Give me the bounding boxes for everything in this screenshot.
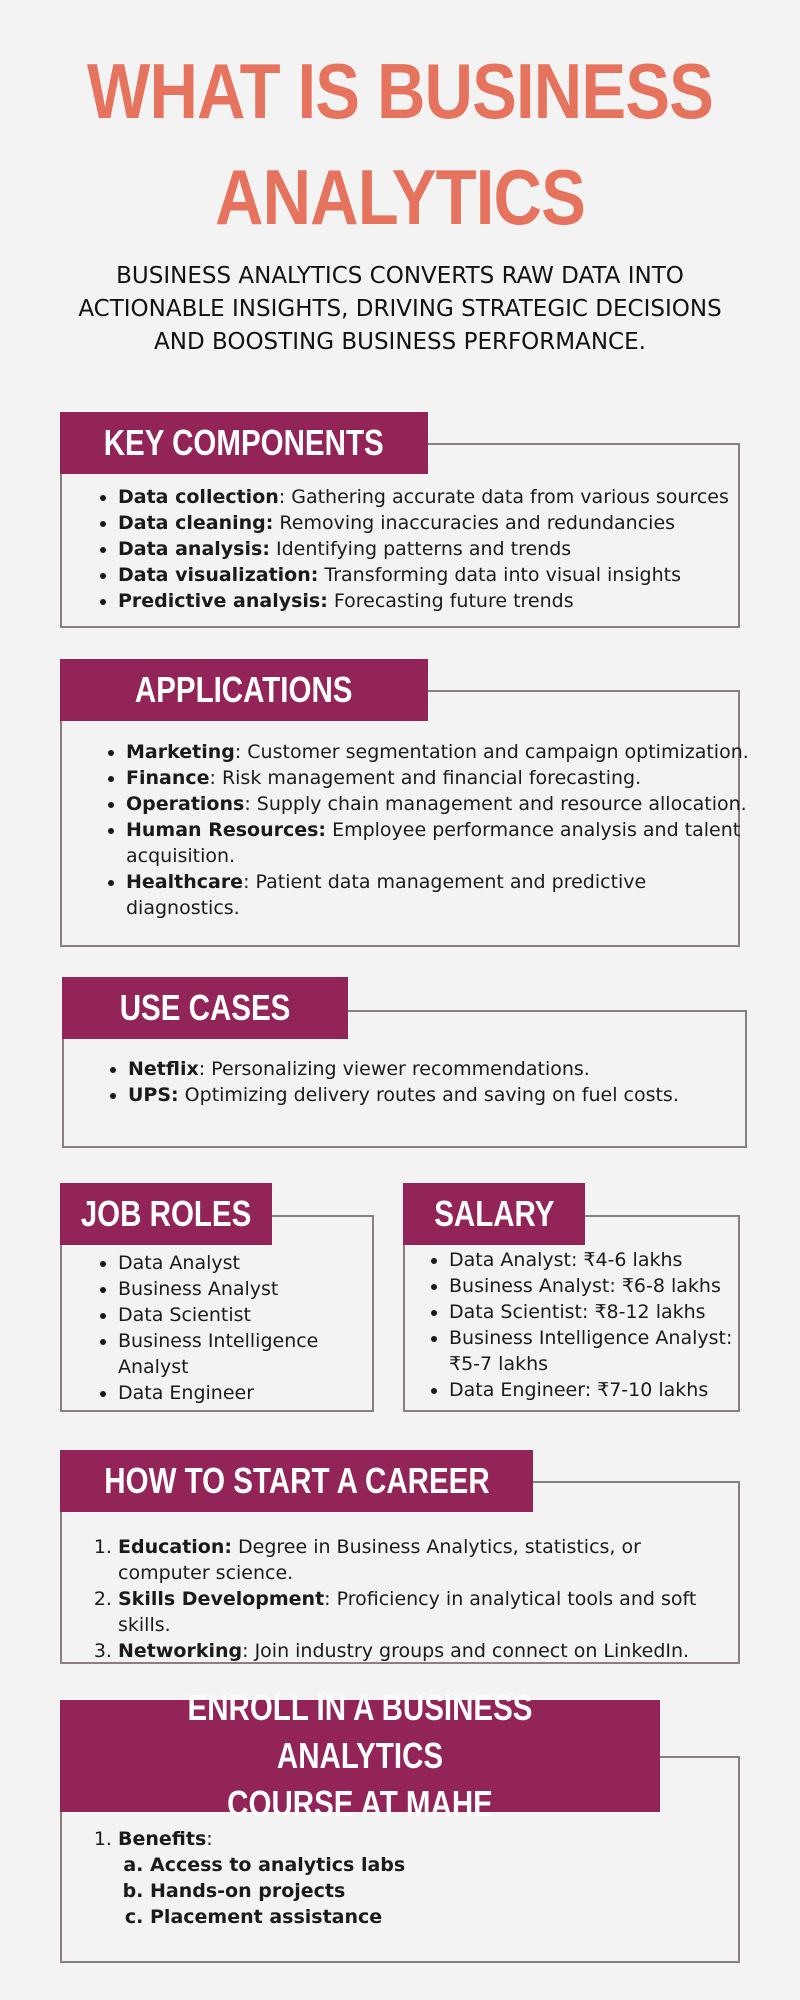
list-item: • Data Scientist [118,1302,378,1328]
list-item: • Data Engineer: ₹7-10 lakhs [449,1377,749,1403]
list-item: • Data collection: Gathering accurate data from various sources [118,484,758,510]
list-item: • Healthcare: Patient data management and predictive diagnostics. [126,869,752,921]
applications-list [104,739,752,921]
list-item: • Operations: Supply chain management and resource allocation. [126,791,752,817]
list-item: • Business Analyst [118,1276,378,1302]
list-item: • Human Resources: Employee performance analysis and talent acquisition. [126,817,752,869]
list-item: 2. Skills Development: Proficiency in analytical tools and soft skills. [118,1586,738,1638]
list-item: • Predictive analysis: Forecasting future trends [118,588,758,614]
salary-list [427,1247,749,1403]
use-cases-list [106,1056,748,1108]
list-item: • Data Analyst [118,1250,378,1276]
career-list [96,1534,738,1664]
list-item: • Netflix: Personalizing viewer recommendations. [128,1056,748,1082]
enroll-list [96,1826,738,1930]
list-item: • Data Scientist: ₹8-12 lakhs [449,1299,749,1325]
list-item: • Data Analyst: ₹4-6 lakhs [449,1247,749,1273]
list-item: • UPS: Optimizing delivery routes and saving on fuel costs. [128,1082,748,1108]
list-item: a. Access to analytics labs [150,1852,738,1878]
applications-heading: APPLICATIONS [60,659,428,721]
list-item: • Business Analyst: ₹6-8 lakhs [449,1273,749,1299]
key-components-list [96,484,758,614]
job-roles-heading: JOB ROLES [60,1183,272,1245]
list-item: 1. Education: Degree in Business Analytics, statistics, or computer science. [118,1534,738,1586]
career-heading: HOW TO START A CAREER [60,1450,533,1512]
list-item: • Data analysis: Identifying patterns and trends [118,536,758,562]
salary-heading: SALARY [403,1183,585,1245]
benefits-list [118,1852,738,1930]
enroll-heading: ENROLL IN A BUSINESS ANALYTICS COURSE AT MAHE [60,1700,660,1812]
list-item: • Finance: Risk management and financial forecasting. [126,765,752,791]
list-item: • Business Intelligence Analyst: ₹5-7 lakhs [449,1325,749,1377]
list-item: • Data Engineer [118,1380,378,1406]
use-cases-heading: USE CASES [62,977,348,1039]
job-roles-list [96,1250,378,1406]
list-item: • Data visualization: Transforming data into visual insights [118,562,758,588]
list-item: c. Placement assistance [150,1904,738,1930]
list-item: • Marketing: Customer segmentation and campaign optimization. [126,739,752,765]
key-components-heading: KEY COMPONENTS [60,412,428,474]
list-item: • Business Intelligence Analyst [118,1328,378,1380]
list-item: 3. Networking: Join industry groups and connect on LinkedIn. [118,1638,738,1664]
page-subtitle: BUSINESS ANALYTICS CONVERTS RAW DATA INTO ACTIONABLE INSIGHTS, DRIVING STRATEGIC DECISIONS AND BOOSTING BUSINESS PERFORMANCE. [78,263,722,355]
page-title: WHAT IS BUSINESS ANALYTICS [86,47,714,241]
list-item: b. Hands-on projects [150,1878,738,1904]
list-item: 1. Benefits: a. Access to analytics labs b. Hands-on projects c. Placement assistance [118,1826,738,1930]
list-item: • Data cleaning: Removing inaccuracies and redundancies [118,510,758,536]
